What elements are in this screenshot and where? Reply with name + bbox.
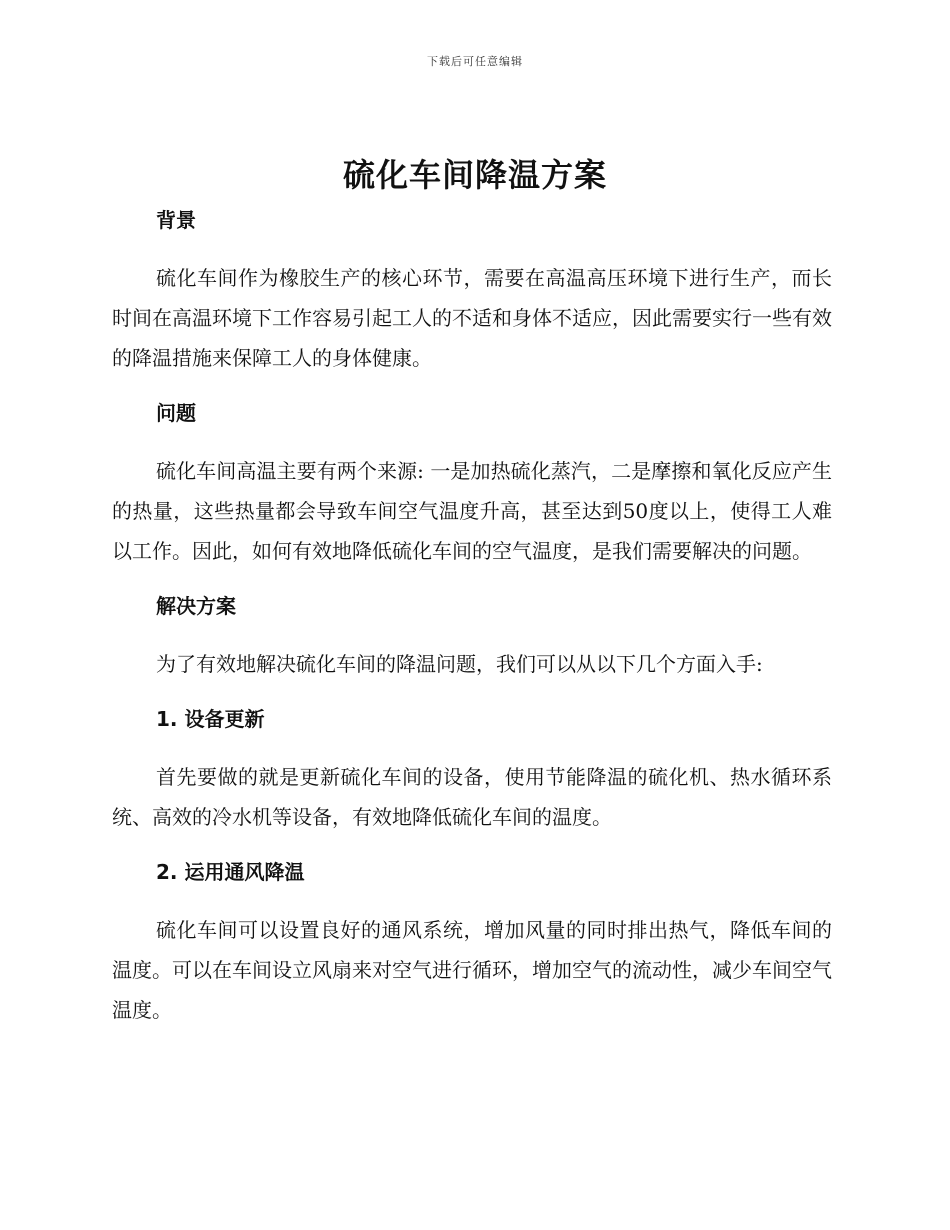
section-solution [112,586,832,699]
header-note: 下载后可任意编辑 [427,55,523,68]
section-paragraph: 硫化车间可以设置良好的通风系统，增加风量的同时排出热气，降低车间的温度。可以在车间设立风扇来对空气进行循环，增加空气的流动性，减少车间空气温度。 [112,918,832,1022]
section-background [112,200,832,393]
document-body [112,200,832,1030]
section-problem [112,393,832,586]
section-paragraph: 硫化车间高温主要有两个来源: 一是加热硫化蒸汽，二是摩擦和氧化反应产生的热量，这些热量都会导致车间空气温度升高，甚至达到50度以上，使得工人难以工作。因此，如何有效地降低硫化车间的空气温度，是我们需要解决的问题。 [112,459,832,563]
document-title: 硫化车间降温方案 [342,156,607,194]
section-paragraph: 为了有效地解决硫化车间的降温问题，我们可以从以下几个方面入手: [156,652,763,676]
section-heading: 解决方案 [156,594,236,618]
section-heading: 背景 [156,208,196,232]
section-paragraph: 首先要做的就是更新硫化车间的设备，使用节能降温的硫化机、热水循环系统、高效的冷水机等设备，有效地降低硫化车间的温度。 [112,765,832,829]
section-ventilation [112,852,832,1030]
section-paragraph: 硫化车间作为橡胶生产的核心环节，需要在高温高压环境下进行生产，而长时间在高温环境下工作容易引起工人的不适和身体不适应，因此需要实行一些有效的降温措施来保障工人的身体健康。 [112,266,832,370]
section-heading: 问题 [156,401,196,425]
section-heading: 1. 设备更新 [156,707,265,731]
section-heading: 2. 运用通风降温 [156,860,305,884]
section-equipment-update [112,699,832,852]
